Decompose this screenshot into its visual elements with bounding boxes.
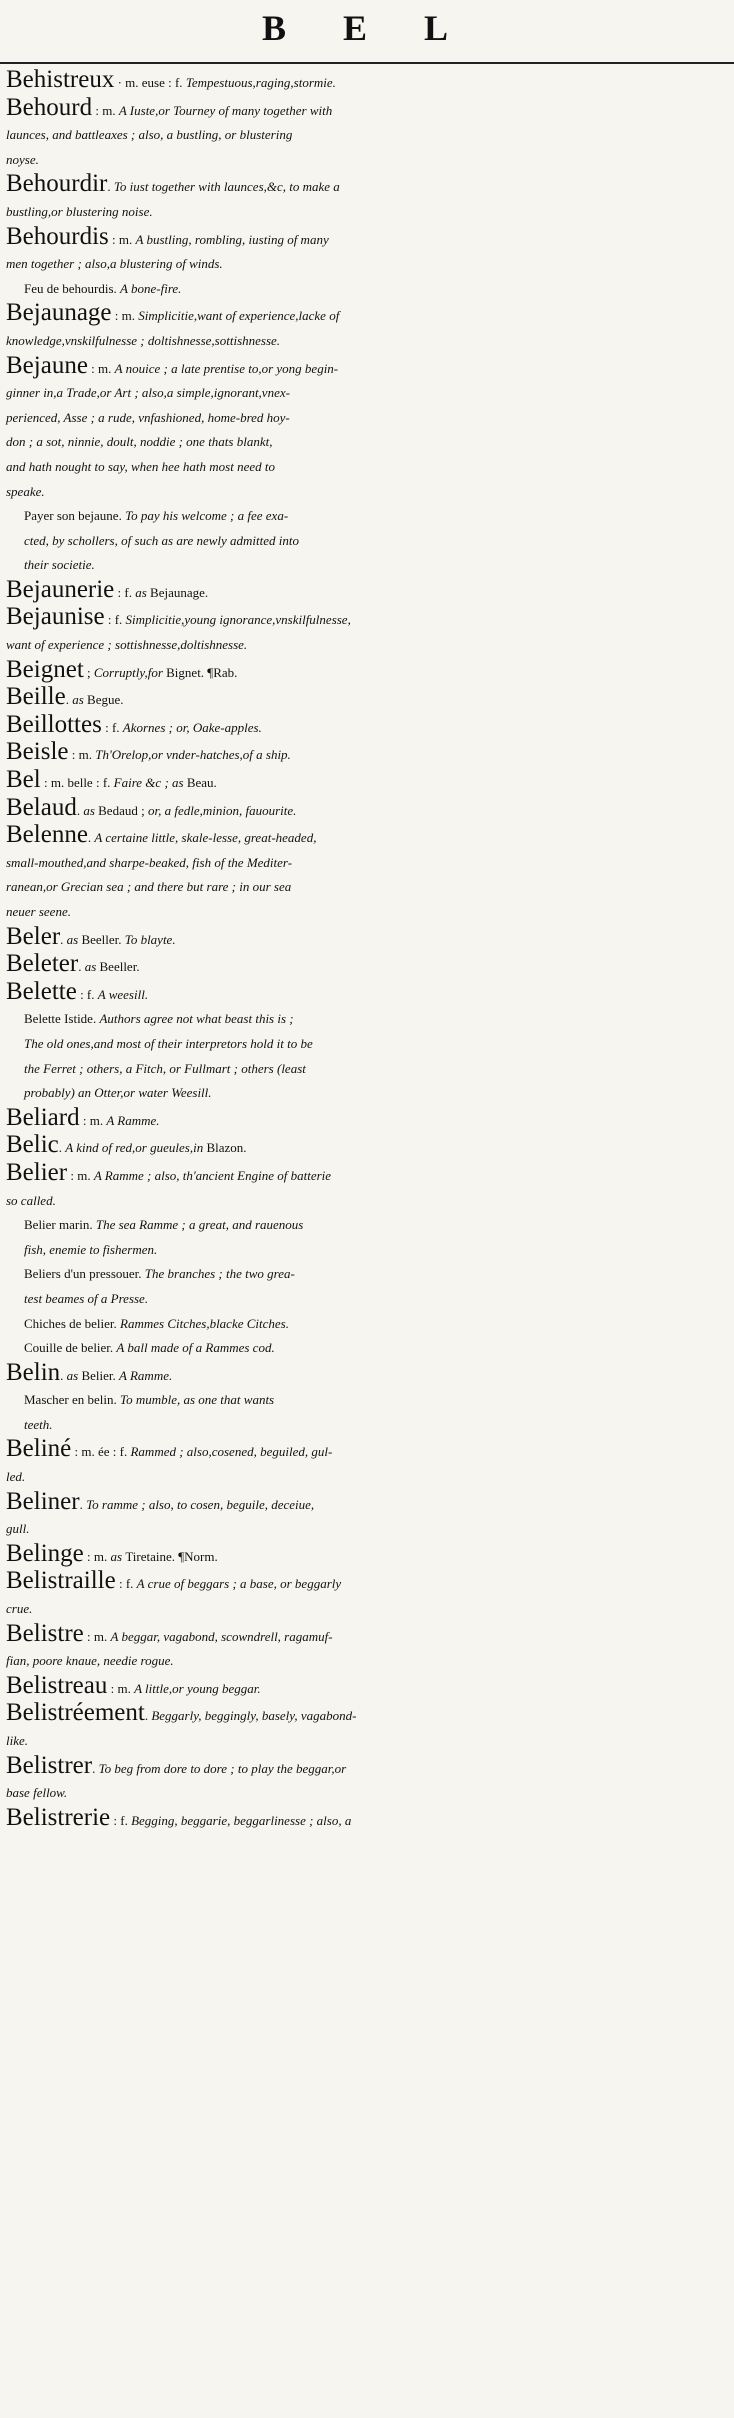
- grammar-text: Tiretaine. ¶Norm.: [125, 1548, 218, 1564]
- entry-line: [24, 1007, 722, 1032]
- headword: Belistraille: [6, 1567, 116, 1595]
- dictionary-entry: [6, 1539, 722, 1570]
- grammar-text: Payer son bejaune.: [24, 508, 126, 524]
- entry-line: [24, 1388, 722, 1413]
- entry-line: [6, 170, 722, 200]
- definition-text: base fellow.: [6, 1785, 68, 1801]
- entry-line: [6, 1649, 722, 1674]
- headword: Belinge: [6, 1539, 84, 1567]
- dictionary-entry: [6, 1671, 722, 1702]
- entry-line: [6, 1729, 722, 1754]
- headword: Behourdis: [6, 222, 109, 250]
- grammar-text: Belette Istide.: [24, 1011, 100, 1027]
- headword: Bejaune: [6, 351, 88, 379]
- entry-line: [24, 1238, 722, 1263]
- headword: Beignet: [6, 655, 84, 683]
- definition-text: launces, and battleaxes ; also, a bustling, or blustering: [6, 127, 293, 143]
- grammar-text: : m. ée : f.: [71, 1444, 131, 1460]
- headword: Belette: [6, 977, 77, 1005]
- definition-text: want of experience ; sottishnesse,doltishnesse.: [6, 637, 248, 653]
- definition-text: don ; a sot, ninnie, doult, noddie ; one thats blankt,: [6, 434, 273, 450]
- dictionary-entry: [6, 1803, 722, 1834]
- entry-line: [6, 406, 722, 431]
- grammar-text: · m. euse : f.: [114, 75, 186, 90]
- entry-line: [6, 1158, 722, 1189]
- definition-text: To mumble, as one that wants: [120, 1392, 275, 1408]
- definition-text: led.: [6, 1469, 26, 1485]
- grammar-text: : m.: [83, 1548, 111, 1564]
- dictionary-entry: [6, 823, 722, 924]
- headword: Bejaunage: [6, 299, 112, 327]
- headword: Belic: [6, 1131, 59, 1159]
- definition-text: A kind of red,or gueules,in: [65, 1140, 207, 1156]
- headword: Belistre: [6, 1619, 84, 1647]
- definition-text: so called.: [6, 1192, 56, 1208]
- grammar-text: Belier.: [81, 1367, 120, 1383]
- sub-entry: [6, 1262, 722, 1311]
- grammar-text: : f.: [104, 612, 126, 628]
- entry-line: [6, 1619, 722, 1650]
- sub-entry: [6, 1312, 722, 1337]
- entries-column: [0, 68, 722, 1833]
- grammar-text: Beeller.: [81, 931, 125, 947]
- dictionary-entry: [6, 605, 722, 657]
- dictionary-entry: [6, 1133, 722, 1161]
- definition-text: as: [66, 931, 82, 947]
- entry-line: [6, 851, 722, 876]
- dictionary-entry: [6, 685, 722, 713]
- definition-text: A little,or young beggar.: [134, 1680, 261, 1696]
- grammar-text: : m.: [107, 1680, 135, 1696]
- dictionary-entry: [6, 793, 722, 824]
- definition-text: Simplicitie,young ignorance,vnskilfulnesse,: [125, 612, 351, 628]
- definition-text: The old ones,and most of their interpretors hold it to be: [24, 1035, 313, 1051]
- definition-text: crue.: [6, 1601, 33, 1617]
- grammar-text: .: [60, 931, 67, 947]
- headword: Beliné: [6, 1435, 72, 1463]
- definition-text: Authors agree not what beast this is ;: [99, 1011, 294, 1027]
- grammar-text: : m.: [111, 308, 139, 324]
- entry-line: [6, 575, 722, 606]
- entry-line: [6, 603, 722, 633]
- definition-text: A Ramme.: [119, 1367, 173, 1383]
- definition-text: like.: [6, 1733, 29, 1748]
- entry-line: [6, 329, 722, 354]
- entry-line: [6, 821, 722, 851]
- entry-line: [6, 1103, 722, 1134]
- definition-text: ginner in,a Trade,or Art ; also,a simple,ignorant,vnex-: [6, 385, 290, 401]
- definition-text: A Ramme ; also, th'ancient Engine of batterie: [93, 1167, 332, 1183]
- headword: Belistrer: [6, 1751, 93, 1779]
- definition-text: To blayte.: [124, 931, 176, 947]
- entry-line: [24, 1287, 722, 1312]
- grammar-text: .: [78, 959, 85, 975]
- grammar-text: Feu de behourdis.: [24, 280, 121, 296]
- headword: Beillottes: [6, 710, 102, 738]
- definition-text: as: [72, 692, 88, 708]
- dictionary-entry: [6, 1158, 722, 1213]
- dictionary-entry: [6, 768, 722, 796]
- entry-line: [6, 738, 722, 768]
- entry-line: [24, 1081, 722, 1106]
- entry-line: [6, 1803, 722, 1834]
- entry-line: [6, 299, 722, 329]
- dictionary-entry: [6, 222, 722, 277]
- dictionary-entry: [6, 922, 722, 953]
- definition-text: A nouice ; a late prentise to,or yong begin-: [114, 360, 339, 376]
- definition-text: A Iuste,or Tourney of many together with: [118, 102, 333, 118]
- definition-text: the Ferret ; others, a Fitch, or Fullmart ; others (least: [24, 1060, 306, 1076]
- dictionary-entry: [6, 1487, 722, 1542]
- grammar-text: Blazon.: [206, 1140, 247, 1156]
- headword: Bejaunise: [6, 603, 105, 631]
- entry-line: [24, 1413, 722, 1438]
- entry-line: [6, 683, 722, 713]
- grammar-text: Bejaunage.: [150, 584, 209, 600]
- entry-line: [6, 1781, 722, 1806]
- dictionary-entry: [6, 1437, 722, 1489]
- headword: Belistréement: [6, 1699, 145, 1727]
- grammar-text: : m.: [79, 1112, 107, 1128]
- headword: Belenne: [6, 821, 88, 849]
- grammar-text: : m.: [67, 1167, 94, 1183]
- entry-line: [6, 93, 722, 124]
- definition-text: To beg from dore to dore ; to play the beggar,or: [98, 1760, 347, 1776]
- entry-line: [24, 1336, 722, 1361]
- definition-text: cted, by schollers, of such as are newly admitted into: [24, 532, 299, 548]
- sub-entry: [6, 277, 722, 302]
- headword: Beleter: [6, 950, 79, 978]
- definition-text: Corruptly,for: [93, 664, 167, 680]
- definition-text: Faire &c ; as: [113, 775, 187, 791]
- entry-line: [6, 1597, 722, 1622]
- definition-text: as: [110, 1548, 126, 1564]
- entry-line: [6, 430, 722, 455]
- definition-text: Rammes Citches,blacke Citches.: [120, 1315, 289, 1331]
- dictionary-entry: [6, 301, 722, 353]
- definition-text: ranean,or Grecian sea ; and there but rare ; in our sea: [6, 879, 292, 895]
- definition-text: A crue of beggars ; a base, or beggarly: [136, 1576, 342, 1592]
- entry-line: [6, 1751, 722, 1782]
- entry-line: [6, 1487, 722, 1518]
- dictionary-entry: [6, 655, 722, 686]
- entry-line: [6, 922, 722, 953]
- entry-line: [24, 277, 722, 302]
- grammar-text: : f.: [114, 584, 136, 600]
- grammar-text: : f.: [110, 1812, 132, 1828]
- definition-text: A bustling, rombling, iusting of many: [135, 231, 329, 247]
- definition-text: perienced, Asse ; a rude, vnfashioned, home-bred hoy-: [6, 409, 290, 425]
- definition-text: and hath nought to say, when hee hath most need to: [6, 458, 276, 474]
- dictionary-entry: [6, 1103, 722, 1134]
- definition-text: test beames of a Presse.: [24, 1290, 149, 1306]
- definition-text: To pay his welcome ; a fee exa-: [125, 508, 289, 524]
- entry-line: [6, 381, 722, 406]
- grammar-text: .: [58, 1140, 66, 1156]
- entry-line: [24, 1032, 722, 1057]
- headword: Beliard: [6, 1103, 80, 1131]
- dictionary-entry: [6, 93, 722, 173]
- entry-line: [6, 793, 722, 824]
- headword: Behourd: [6, 93, 93, 121]
- dictionary-entry: [6, 1751, 722, 1806]
- grammar-text: Bedaud ;: [98, 802, 148, 818]
- grammar-text: : m.: [68, 747, 96, 763]
- definition-text: To iust together with launces,&c, to make a: [113, 179, 340, 195]
- dictionary-entry: [6, 952, 722, 980]
- sub-entry: [6, 504, 722, 578]
- headword: Belaud: [6, 793, 77, 821]
- entry-line: [6, 480, 722, 505]
- dictionary-entry: [6, 1701, 722, 1753]
- grammar-text: : m.: [87, 360, 115, 376]
- dictionary-entry: [6, 172, 722, 224]
- entry-line: [6, 1435, 722, 1465]
- entry-line: [24, 1057, 722, 1082]
- entry-line: [6, 1465, 722, 1490]
- entry-line: [6, 977, 722, 1008]
- definition-text: A bone-fire.: [120, 280, 182, 296]
- entry-line: [6, 66, 722, 96]
- dictionary-entry: [6, 68, 722, 96]
- definition-text: A certaine little, skale-lesse, great-headed,: [94, 830, 317, 846]
- definition-text: as: [84, 959, 100, 975]
- grammar-text: .: [65, 692, 73, 708]
- definition-text: The branches ; the two grea-: [144, 1266, 295, 1282]
- grammar-text: .: [87, 830, 95, 846]
- entry-line: [24, 1213, 722, 1238]
- dictionary-entry: [6, 351, 722, 505]
- grammar-text: : m. belle : f.: [40, 775, 114, 791]
- definition-text: Simplicitie,want of experience,lacke of: [138, 308, 340, 324]
- definition-text: A beggar, vagabond, scowndrell, ragamuf-: [110, 1628, 333, 1644]
- entry-line: [6, 1699, 722, 1729]
- entry-line: [6, 1131, 722, 1161]
- entry-line: [6, 1358, 722, 1389]
- grammar-text: .: [144, 1708, 152, 1724]
- grammar-text: .: [76, 802, 84, 818]
- definition-text: or, a fedle,minion, fauourite.: [147, 802, 297, 818]
- grammar-text: ;: [83, 664, 94, 680]
- grammar-text: : f.: [76, 986, 98, 1002]
- entry-line: [6, 1539, 722, 1570]
- definition-text: noyse.: [6, 151, 39, 167]
- entry-line: [6, 200, 722, 225]
- grammar-text: Beau.: [186, 775, 217, 791]
- entry-line: [24, 1262, 722, 1287]
- header-rule: [0, 62, 734, 64]
- page-header: B E L: [261, 8, 473, 48]
- sub-entry: [6, 1336, 722, 1361]
- definition-text: fian, poore knaue, needie rogue.: [6, 1653, 174, 1669]
- grammar-text: : f.: [101, 719, 123, 735]
- definition-text: as: [135, 584, 151, 600]
- entry-line: [6, 710, 722, 741]
- dictionary-entry: [6, 977, 722, 1008]
- definition-text: A weesill.: [97, 986, 149, 1002]
- grammar-text: .: [92, 1760, 99, 1776]
- entry-line: [6, 455, 722, 480]
- grammar-text: Belier marin.: [24, 1217, 96, 1233]
- headword: Behistreux: [6, 66, 115, 93]
- definition-text: To ramme ; also, to cosen, beguile, deceiue,: [86, 1496, 315, 1512]
- sub-entry: [6, 1388, 722, 1437]
- grammar-text: Chiches de belier.: [24, 1315, 121, 1331]
- definition-text: Tempestuous,raging,stormie.: [185, 75, 336, 90]
- entry-line: [6, 655, 722, 686]
- entry-line: [6, 351, 722, 382]
- grammar-text: .: [60, 1367, 67, 1383]
- definition-text: probably) an Otter,or water Weesill.: [24, 1085, 212, 1101]
- entry-line: [6, 1517, 722, 1542]
- entry-line: [24, 1312, 722, 1337]
- dictionary-entry: [6, 1358, 722, 1389]
- definition-text: neuer seene.: [6, 904, 71, 919]
- entry-line: [6, 875, 722, 900]
- definition-text: Beggarly, beggingly, basely, vagabond-: [151, 1708, 357, 1724]
- grammar-text: : m.: [108, 231, 136, 247]
- definition-text: The sea Ramme ; a great, and rauenous: [95, 1217, 304, 1233]
- definition-text: bustling,or blustering noise.: [6, 203, 153, 219]
- headword: Belier: [6, 1158, 68, 1186]
- definition-text: speake.: [6, 483, 45, 499]
- dictionary-entry: [6, 1619, 722, 1674]
- headword: Belistreau: [6, 1671, 108, 1699]
- headword: Bejaunerie: [6, 575, 115, 603]
- grammar-text: : f.: [115, 1576, 137, 1592]
- entry-line: [6, 1567, 722, 1597]
- grammar-text: : m.: [83, 1628, 111, 1644]
- entry-line: [6, 1671, 722, 1702]
- headword: Beille: [6, 683, 66, 711]
- grammar-text: Couille de belier.: [24, 1340, 117, 1356]
- definition-text: knowledge,vnskilfulnesse ; doltishnesse,sottishnesse.: [6, 332, 281, 348]
- definition-text: A Ramme.: [106, 1112, 160, 1128]
- entry-line: [6, 148, 722, 173]
- definition-text: small-mouthed,and sharpe-beaked, fish of the Mediter-: [6, 854, 293, 870]
- headword: Beisle: [6, 738, 69, 766]
- definition-text: their societie.: [24, 557, 95, 573]
- headword: Behourdir: [6, 170, 108, 198]
- entry-line: [24, 553, 722, 578]
- definition-text: men together ; also,a blustering of winds.: [6, 256, 223, 272]
- definition-text: Akornes ; or, Oake-apples.: [122, 719, 262, 735]
- entry-line: [6, 252, 722, 277]
- headword: Belin: [6, 1358, 61, 1386]
- sub-entry: [6, 1213, 722, 1262]
- dictionary-entry: [6, 575, 722, 606]
- definition-text: A ball made of a Rammes cod.: [116, 1340, 275, 1356]
- definition-text: gull.: [6, 1521, 30, 1537]
- grammar-text: Bignet. ¶Rab.: [166, 664, 238, 680]
- dictionary-entry: [6, 710, 722, 741]
- definition-text: Th'Orelop,or vnder-hatches,of a ship.: [95, 747, 291, 763]
- headword: Belistrerie: [6, 1803, 111, 1831]
- sub-entry: [6, 1007, 722, 1105]
- grammar-text: Begue.: [87, 692, 124, 708]
- entry-line: [24, 504, 722, 529]
- headword: Beliner: [6, 1487, 80, 1515]
- grammar-text: Mascher en belin.: [24, 1392, 121, 1408]
- headword: Bel: [6, 766, 41, 794]
- definition-text: fish, enemie to fishermen.: [24, 1241, 158, 1257]
- definition-text: as: [66, 1367, 82, 1383]
- grammar-text: Beeller.: [99, 959, 140, 975]
- dictionary-entry: [6, 740, 722, 768]
- headword: Beler: [6, 922, 61, 950]
- entry-line: [6, 222, 722, 253]
- grammar-text: .: [79, 1496, 87, 1512]
- grammar-text: Beliers d'un pressouer.: [24, 1266, 145, 1282]
- definition-text: Rammed ; also,cosened, beguiled, gul-: [130, 1444, 333, 1460]
- entry-line: [6, 123, 722, 148]
- entry-line: [6, 1189, 722, 1214]
- entry-line: [6, 950, 722, 980]
- dictionary-entry: [6, 1569, 722, 1621]
- grammar-text: .: [107, 179, 114, 195]
- entry-line: [24, 529, 722, 554]
- definition-text: teeth.: [24, 1416, 53, 1432]
- grammar-text: : m.: [92, 102, 119, 118]
- definition-text: as: [83, 802, 99, 818]
- definition-text: Begging, beggarie, beggarlinesse ; also, a: [131, 1812, 352, 1828]
- entry-line: [6, 900, 722, 925]
- entry-line: [6, 766, 722, 796]
- entry-line: [6, 633, 722, 658]
